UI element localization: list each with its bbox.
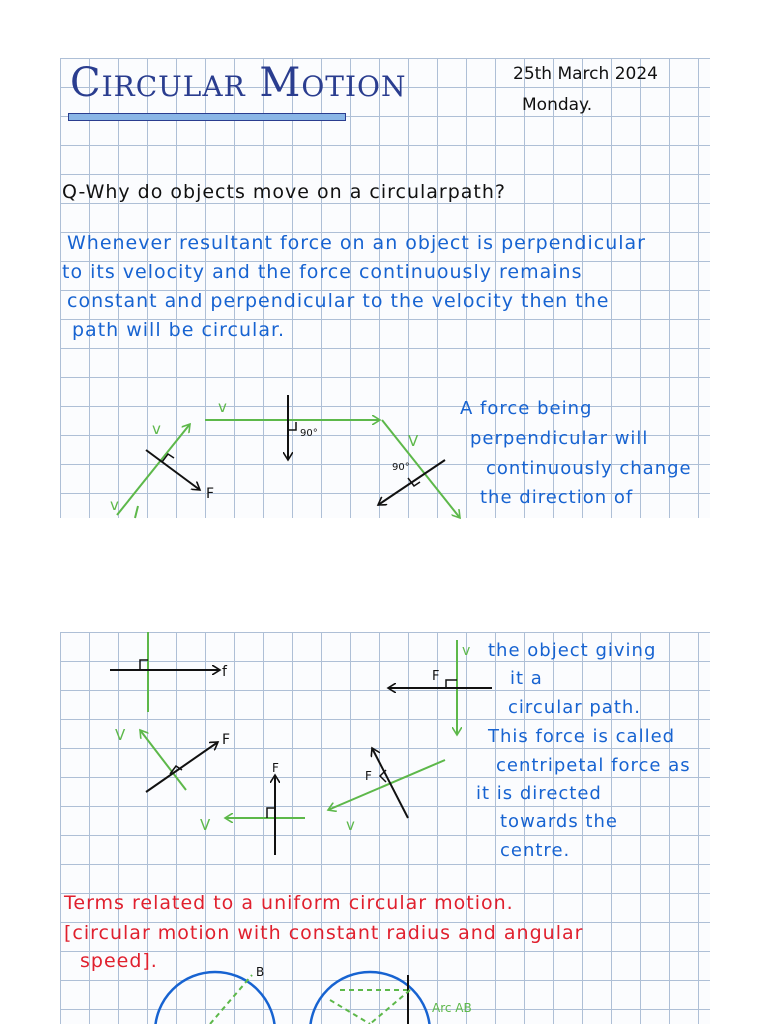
side-note-line: towards the [500, 811, 618, 832]
side-note-line: the object giving [488, 640, 657, 661]
label-force: F [206, 486, 215, 502]
side-note-line: centripetal force as [496, 755, 691, 776]
page-title: Circular Motion [70, 60, 407, 106]
side-note-line: A force being [460, 398, 593, 419]
label-velocity: v [346, 816, 355, 834]
side-note-line: the direction of [480, 487, 634, 508]
answer-line: constant and perpendicular to the velocity then the [67, 290, 610, 312]
label-force: F [272, 761, 279, 775]
answer-line: Whenever resultant force on an object is perpendicular [67, 232, 646, 254]
label-velocity: V [115, 726, 126, 744]
side-note-line: perpendicular will [470, 428, 649, 449]
label-velocity: v [218, 398, 227, 416]
label-angle: 90° [300, 428, 318, 439]
note-date: 25th March 2024 [513, 64, 658, 84]
label-angle: 90° [392, 462, 410, 473]
label-force: F [222, 732, 231, 748]
side-note-line: This force is called [488, 726, 676, 747]
label-force: F [365, 769, 372, 783]
answer-line: path will be circular. [72, 319, 286, 341]
answer-line: to its velocity and the force continuously remains [62, 261, 583, 283]
side-note-line: centre. [500, 840, 571, 861]
label-force: F [432, 669, 440, 684]
label-arc: Arc AB [432, 1001, 472, 1015]
side-note-line: it is directed [476, 783, 602, 804]
terms-subheading: [circular motion with constant radius and angular [64, 922, 584, 944]
label-force: f [222, 664, 227, 680]
velocity-path-bottom [140, 632, 457, 818]
terms-heading: Terms related to a uniform circular motion. [64, 892, 514, 914]
terms-subheading: speed]. [80, 950, 158, 972]
side-note-line: circular path. [508, 697, 642, 718]
label-velocity: v [110, 496, 119, 514]
label-point-b: B [256, 965, 265, 979]
side-note-line: it a [510, 668, 543, 689]
note-day: Monday. [522, 95, 593, 115]
label-velocity: V [408, 432, 419, 450]
label-velocity: v [152, 420, 161, 438]
force-arrows-top [146, 395, 445, 505]
label-velocity: v [462, 643, 471, 659]
question-text: Q-Why do objects move on a circularpath? [62, 181, 507, 203]
force-arrows-bottom [110, 660, 492, 855]
circle-diagrams [155, 972, 430, 1024]
side-note-line: continuously change [486, 458, 692, 479]
label-velocity: V [200, 816, 211, 834]
